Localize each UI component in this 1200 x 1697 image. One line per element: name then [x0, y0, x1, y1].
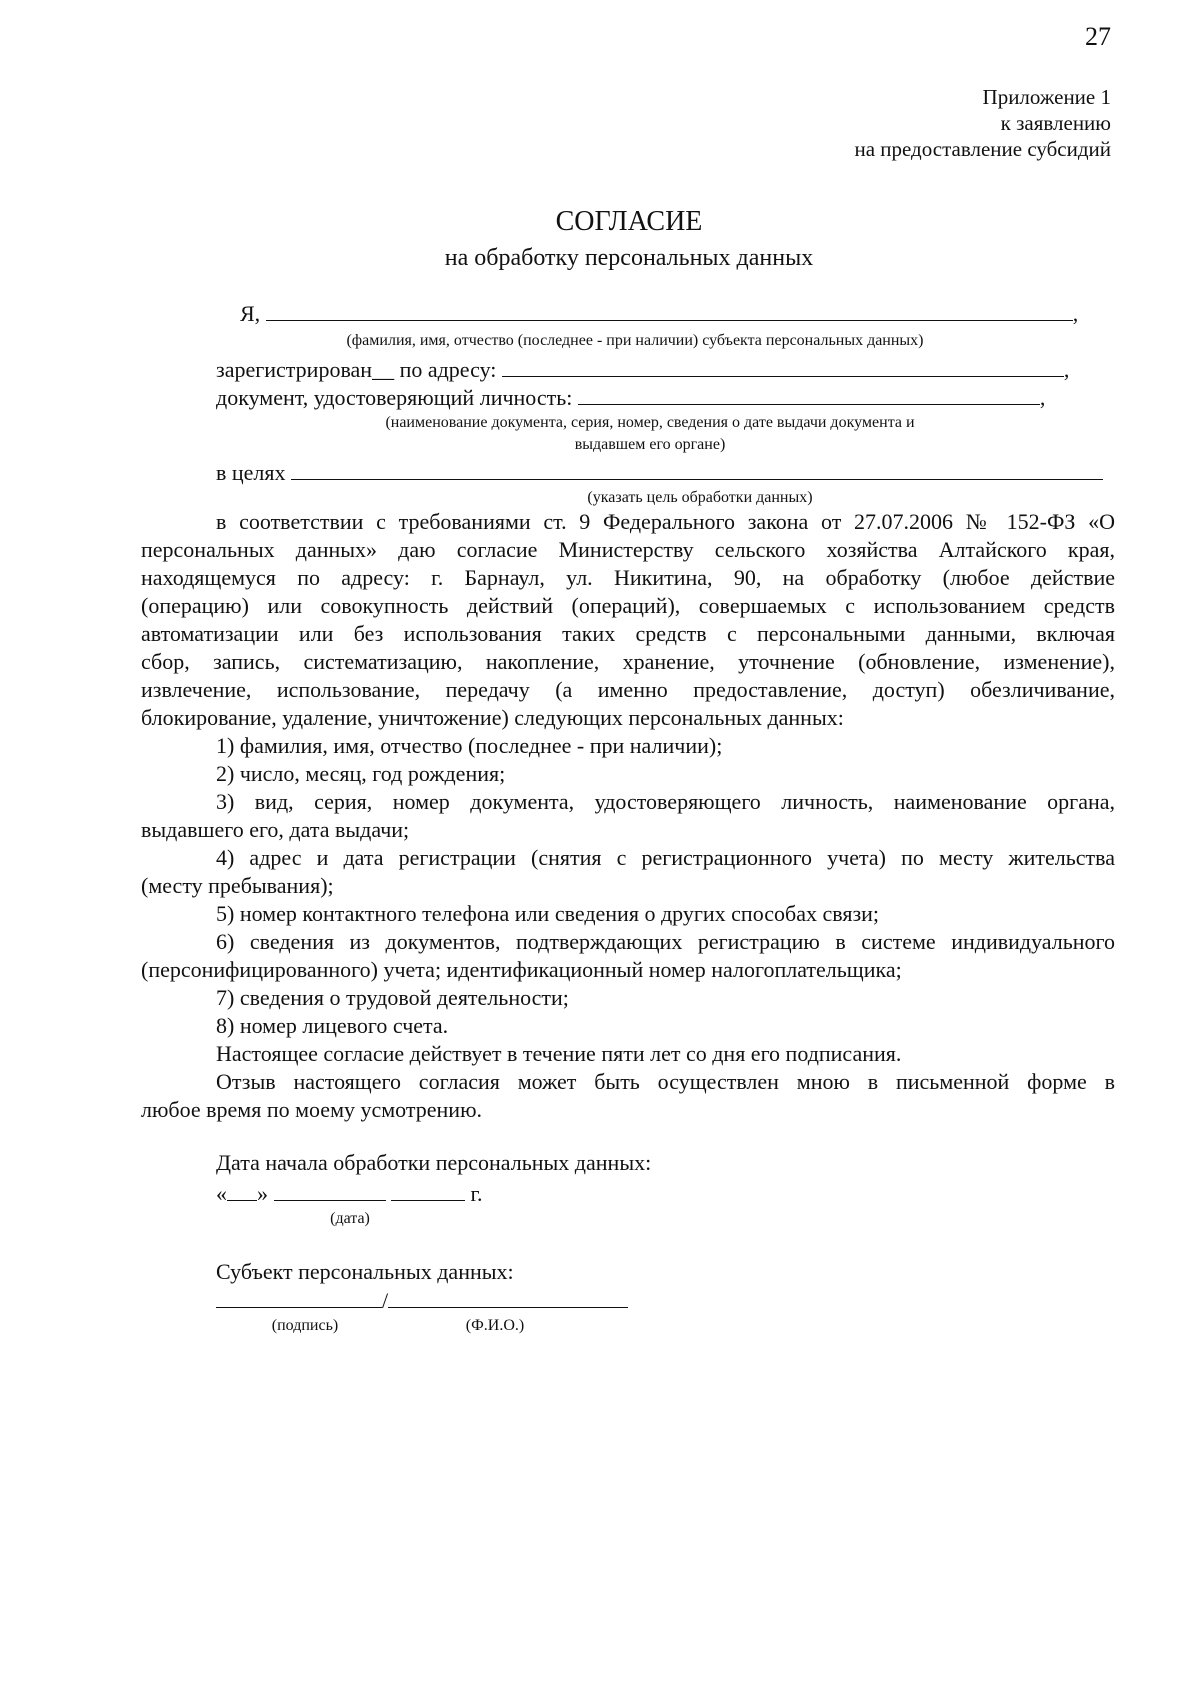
address-field-row: зарегистрирован__ по адресу: ,	[216, 357, 1070, 382]
page-number: 27	[1085, 22, 1111, 51]
signature-caption: (подпись)	[271, 1317, 339, 1334]
document-field-row: документ, удостоверяющий личность: ,	[216, 385, 1046, 410]
list-item-continuation: (персонифицированного) учета; идентификационный номер налогоплательщика;	[141, 957, 902, 982]
date-label: Дата начала обработки персональных данных:	[216, 1150, 652, 1175]
name-blank[interactable]	[266, 300, 1073, 321]
close-quote: »	[257, 1181, 268, 1206]
revocation-line: любое время по моему усмотрению.	[141, 1097, 483, 1122]
validity-paragraph: Настоящее согласие действует в течение пяти лет со дня его подписания.	[216, 1041, 902, 1066]
day-blank[interactable]	[227, 1180, 257, 1201]
body-line: сбор, запись, систематизацию, накопление, хранение, уточнение (обновление, изменение),	[141, 649, 1115, 674]
document-caption-line2: выдавшем его органе)	[574, 436, 726, 453]
list-item: 3) вид, серия, номер документа, удостоверяющего личность, наименование органа,	[216, 789, 1115, 814]
body-line: в соответствии с требованиями ст. 9 Федерального закона от 27.07.2006 № 152-ФЗ «О	[216, 509, 1115, 534]
month-blank[interactable]	[274, 1180, 386, 1201]
body-line: персональных данных» даю согласие Министерству сельского хозяйства Алтайского края,	[141, 537, 1115, 562]
list-item: 8) номер лицевого счета.	[216, 1013, 449, 1038]
list-item-continuation: (месту пребывания);	[141, 873, 334, 898]
subject-label: Субъект персональных данных:	[216, 1259, 514, 1284]
body-line: извлечение, использование, передачу (а именно предоставление, доступ) обезличивание,	[141, 677, 1115, 702]
registered-label: зарегистрирован__ по адресу:	[216, 357, 497, 382]
list-item: 4) адрес и дата регистрации (снятия с регистрационного учета) по месту жительства	[216, 845, 1115, 870]
body-line: (операцию) или совокупность действий (операций), совершаемых с использованием средств	[141, 593, 1115, 618]
date-field-row	[216, 1180, 483, 1207]
body-line: блокирование, удаление, уничтожение) следующих персональных данных:	[141, 705, 844, 730]
document-title: СОГЛАСИЕ	[555, 206, 703, 237]
fio-blank[interactable]	[388, 1287, 628, 1308]
name-caption: (фамилия, имя, отчество (последнее - при наличии) субъекта персональных данных)	[346, 332, 924, 349]
fio-caption: (Ф.И.О.)	[465, 1317, 525, 1334]
signature-blank[interactable]	[216, 1287, 382, 1308]
purpose-blank[interactable]	[291, 459, 1103, 480]
name-field-row: Я, ,	[240, 301, 1079, 326]
date-caption: (дата)	[330, 1210, 370, 1227]
list-item: 7) сведения о трудовой деятельности;	[216, 985, 569, 1010]
appendix-note	[854, 84, 1111, 162]
year-blank[interactable]	[391, 1180, 465, 1201]
list-item: 6) сведения из документов, подтверждающих регистрацию в системе индивидуального	[216, 929, 1115, 954]
year-suffix: г.	[470, 1181, 483, 1206]
revocation-line: Отзыв настоящего согласия может быть осуществлен мною в письменной форме в	[216, 1069, 1115, 1094]
i-label: Я,	[240, 301, 261, 326]
list-item: 1) фамилия, имя, отчество (последнее - при наличии);	[216, 733, 723, 758]
appendix-line: к заявлению	[1000, 111, 1111, 135]
appendix-line: на предоставление субсидий	[854, 137, 1111, 161]
appendix-line: Приложение 1	[982, 85, 1111, 109]
list-item: 5) номер контактного телефона или сведения о других способах связи;	[216, 901, 880, 926]
signature-field-row	[216, 1287, 628, 1314]
body-line: находящемуся по адресу: г. Барнаул, ул. Никитина, 90, на обработку (любое действие	[141, 565, 1115, 590]
document-caption-line1: (наименование документа, серия, номер, сведения о дате выдачи документа и	[385, 414, 915, 431]
open-quote: «	[216, 1181, 227, 1206]
slash: /	[382, 1288, 389, 1313]
purpose-caption: (указать цель обработки данных)	[587, 489, 813, 506]
body-line: автоматизации или без использования таких средств с персональными данными, включая	[141, 621, 1115, 646]
address-blank[interactable]	[502, 356, 1064, 377]
list-item: 2) число, месяц, год рождения;	[216, 761, 506, 786]
purpose-field-row	[216, 459, 1103, 486]
document-label: документ, удостоверяющий личность:	[216, 385, 573, 410]
list-item-continuation: выдавшего его, дата выдачи;	[141, 817, 410, 842]
purpose-label: в целях	[216, 460, 286, 485]
document-subtitle: на обработку персональных данных	[444, 245, 814, 271]
document-blank[interactable]	[578, 384, 1040, 405]
